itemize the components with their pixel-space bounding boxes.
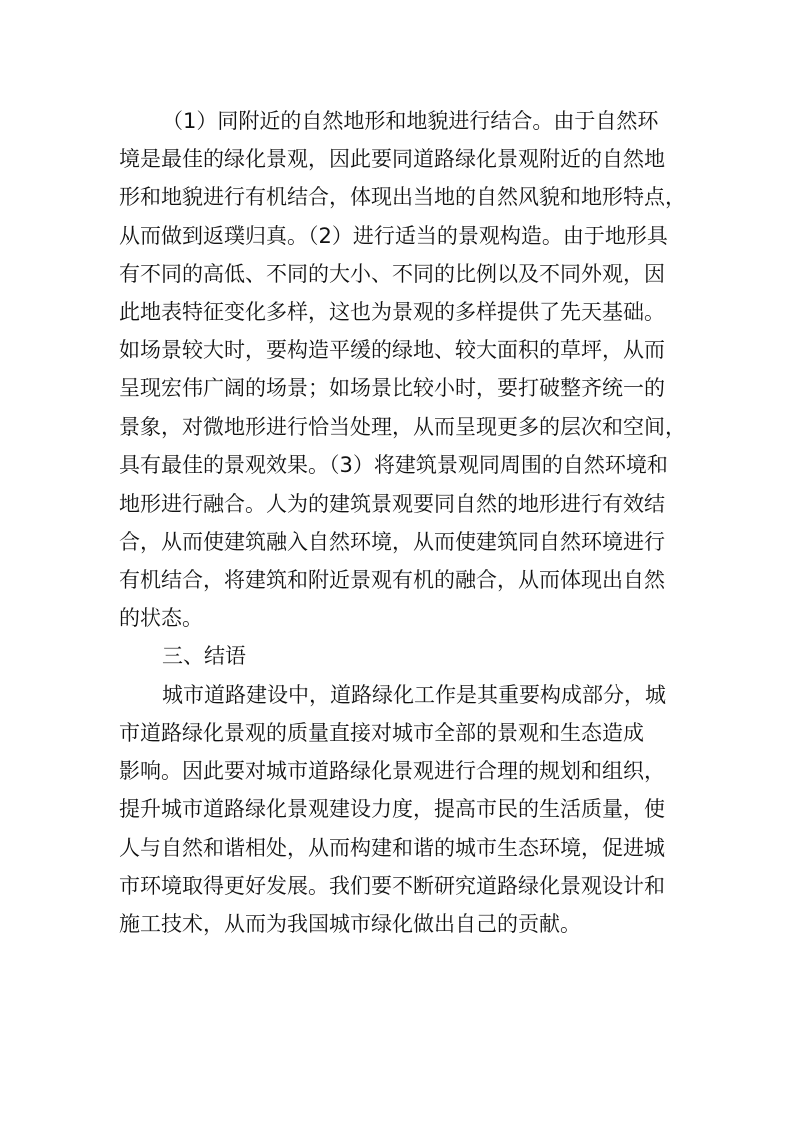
paragraph-line: 形和地貌进行有机结合，体现出当地的自然风貌和地形特点， (119, 185, 686, 209)
paragraph-line: 境是最佳的绿化景观，因此要同道路绿化景观附近的自然地 (119, 147, 665, 171)
paragraph-line: 地形进行融合。人为的建筑景观要同自然的地形进行有效结 (119, 492, 665, 516)
paragraph-line: 有不同的高低、不同的大小、不同的比例以及不同外观，因 (119, 262, 665, 286)
paragraph-line: 有机结合，将建筑和附近景观有机的融合，从而体现出自然 (119, 568, 665, 592)
paragraph-line: 市环境取得更好发展。我们要不断研究道路绿化景观设计和 (119, 874, 665, 898)
paragraph-line: 合，从而使建筑融入自然环境，从而使建筑同自然环境进行 (119, 530, 665, 554)
paragraph-line: 景象，对微地形进行恰当处理，从而呈现更多的层次和空间， (119, 415, 686, 439)
paragraph-line: 提升城市道路绿化景观建设力度，提高市民的生活质量，使 (119, 797, 665, 821)
paragraph-line: 影响。因此要对城市道路绿化景观进行合理的规划和组织， (119, 759, 665, 783)
paragraph-line: 此地表特征变化多样，这也为景观的多样提供了先天基础。 (119, 300, 665, 324)
paragraph-line: 具有最佳的景观效果。（3）将建筑景观同周围的自然环境和 (119, 453, 668, 477)
paragraph-line: 施工技术，从而为我国城市绿化做出自己的贡献。 (119, 912, 581, 936)
paragraph-line: 如场景较大时，要构造平缓的绿地、较大面积的草坪，从而 (119, 338, 665, 362)
paragraph-line: 的状态。 (119, 606, 203, 630)
paragraph-line: 人与自然和谐相处，从而构建和谐的城市生态环境，促进城 (119, 836, 665, 860)
paragraph-line: 从而做到返璞归真。（2）进行适当的景观构造。由于地形具 (119, 224, 668, 248)
paragraph-line: 市道路绿化景观的质量直接对城市全部的景观和生态造成 (119, 721, 644, 745)
paragraph-line: （1）同附近的自然地形和地貌进行结合。由于自然环 (162, 109, 659, 133)
section-heading: 三、结语 (162, 644, 246, 668)
paragraph-line: 呈现宏伟广阔的场景；如场景比较小时，要打破整齐统一的 (119, 376, 665, 400)
paragraph-line: 城市道路建设中，道路绿化工作是其重要构成部分，城 (162, 683, 666, 707)
